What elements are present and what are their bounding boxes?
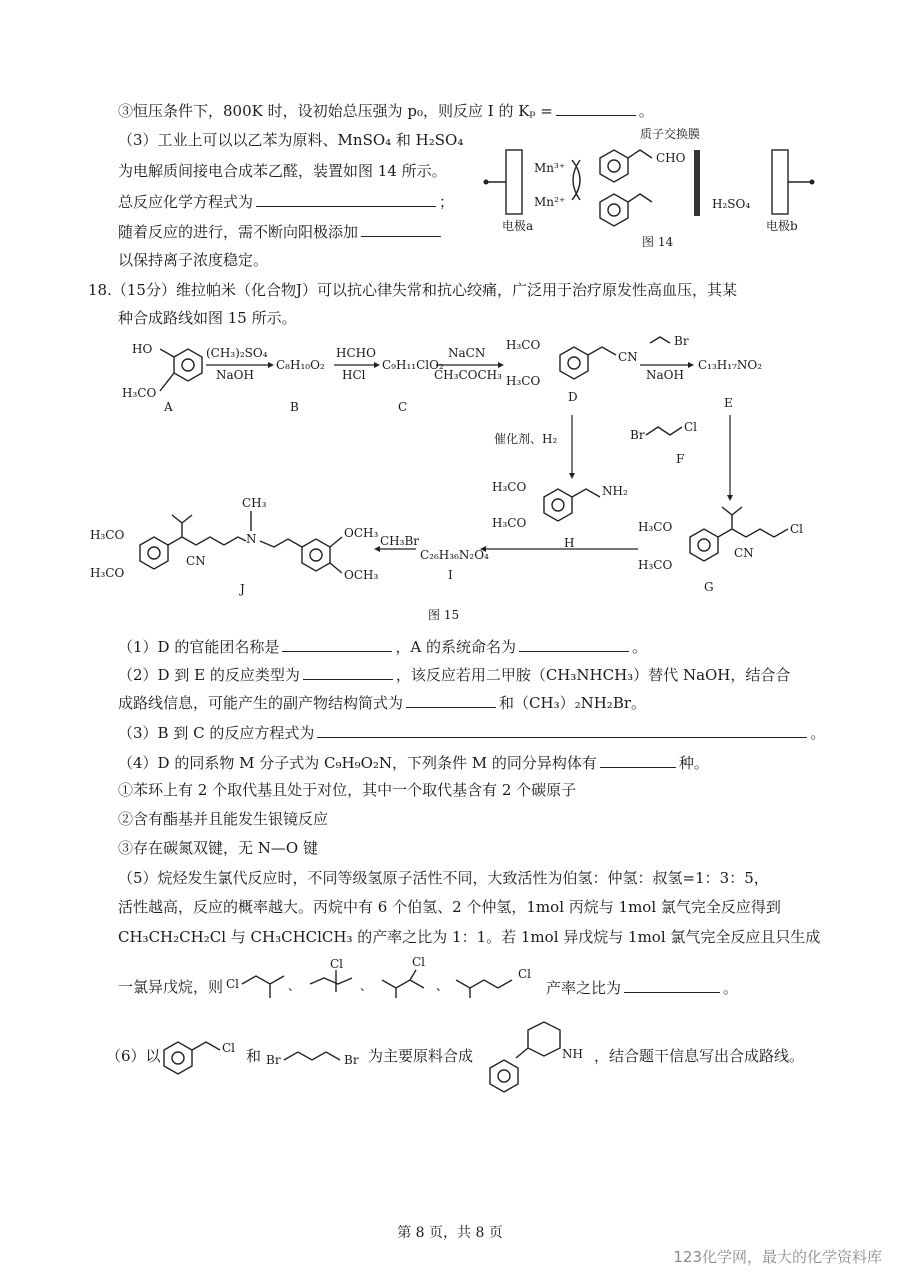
label-d: D xyxy=(568,390,578,404)
q18-s1-end: 。 xyxy=(631,638,647,656)
reagent-5: 催化剂、H₂ xyxy=(494,432,558,446)
sep-2: 、 xyxy=(360,979,373,993)
s-cl-4: Cl xyxy=(518,967,532,981)
benzyl-ring xyxy=(164,1042,192,1074)
ch2-bond xyxy=(628,150,652,158)
i-formula: C₂₆H₃₆N₂O₄ xyxy=(420,548,489,562)
q18-s6-middle: 为主要原料合成 xyxy=(368,1047,474,1065)
q18-s1-text: （1）D 的官能团名称是 xyxy=(118,638,280,656)
q18-s3-end: 。 xyxy=(810,724,826,742)
page-footer: 第 8 页，共 8 页 xyxy=(397,1225,503,1241)
q18-condition-1: ①苯环上有 2 个取代基且处于对位，其中一个取代基含有 2 个碳原子 xyxy=(118,781,577,799)
h-h3co-1: H₃CO xyxy=(492,480,527,494)
label-b: B xyxy=(290,400,299,414)
q18-s2-line2 xyxy=(118,692,646,713)
arrowhead-e-g xyxy=(727,495,733,501)
reagent-3-top: NaCN xyxy=(448,346,486,360)
benzyl-chloride xyxy=(160,1028,250,1078)
q18-s5-line4-end xyxy=(546,977,738,998)
ring-d-circle xyxy=(568,357,580,369)
q18-s2-c: 成路线信息，可能产生的副产物结构简式为 xyxy=(118,694,404,712)
s-cl-3: Cl xyxy=(412,955,426,969)
reagent-4-bot: NaOH xyxy=(646,368,684,382)
dbp-chain xyxy=(284,1052,340,1060)
j-och3-bond-1 xyxy=(330,537,342,547)
label-e: E xyxy=(724,396,733,410)
bond-a2 xyxy=(160,373,174,391)
q18-s2-b: ，该反应若用二甲胺（CH₃NHCH₃）替代 NaOH，结合合 xyxy=(395,666,791,684)
terminal-b xyxy=(810,180,815,185)
piperidine-ring xyxy=(528,1022,560,1056)
q18-condition-2: ②含有酯基并且能发生银镜反应 xyxy=(118,810,329,828)
dbp-br-2: Br xyxy=(344,1053,359,1067)
q18-intro-line1: 18.（15分）维拉帕米（化合物J）可以抗心律失常和抗心绞痛，广泛用于治疗原发性高血压，其某 xyxy=(88,281,737,299)
structure-2 xyxy=(310,970,352,992)
q17-s3-line3 xyxy=(118,191,454,212)
q18-s4-text: （4）D 的同系物 M 分子式为 C₉H₉O₂N，下列条件 M 的同分异构体有 xyxy=(118,754,597,772)
j-och3-bond-2 xyxy=(330,563,342,573)
answer-blank[interactable] xyxy=(556,100,636,116)
terminal-a xyxy=(484,180,489,185)
reagent-2-top: HCHO xyxy=(336,346,376,360)
d-chain xyxy=(588,347,616,355)
d-h3co-2: H₃CO xyxy=(506,374,541,388)
watermark: 123化学网，最大的化学资料库 xyxy=(673,1248,882,1266)
h-chain xyxy=(572,489,600,497)
e-formula: C₁₃H₁₇NO₂ xyxy=(698,358,763,372)
j-ch3: CH₃ xyxy=(242,496,267,510)
label-f: F xyxy=(676,452,685,466)
g-h3co-2: H₃CO xyxy=(638,558,673,572)
structure-3 xyxy=(382,970,424,998)
membrane-label: 质子交换膜 xyxy=(640,127,701,141)
h2so4-label: H₂SO₄ xyxy=(712,197,751,211)
ring-j2-circle xyxy=(310,549,322,561)
mn3-label: Mn³⁺ xyxy=(534,161,566,175)
electrode-a-label: 电极a xyxy=(502,219,534,233)
s-cl-1: Cl xyxy=(226,977,240,991)
a-h3co: H₃CO xyxy=(122,386,157,400)
q17-p3-line xyxy=(118,100,654,121)
benzyl-ring-circle xyxy=(172,1052,184,1064)
sep-1: 、 xyxy=(288,979,301,993)
b-formula: C₈H₁₀O₂ xyxy=(276,358,325,372)
g-h3co-1: H₃CO xyxy=(638,520,673,534)
aromatic-circle xyxy=(608,160,620,172)
q17-s3-line4-text: 随着反应的进行，需不断向阳极添加 xyxy=(118,223,359,241)
q18-s1-mid: ，A 的系统命名为 xyxy=(395,638,516,656)
arrowhead-d-h xyxy=(569,473,575,479)
j-h3co-2: H₃CO xyxy=(90,566,125,580)
j-chain-right xyxy=(260,539,302,547)
ring-g-circle xyxy=(698,539,710,551)
link-bond xyxy=(516,1048,528,1058)
sep-3: 、 xyxy=(436,979,449,993)
isopropyl-bromide xyxy=(650,337,670,343)
ring-h-circle xyxy=(552,499,564,511)
aromatic-circle-2 xyxy=(608,204,620,216)
mn2-label: Mn²⁺ xyxy=(534,195,566,209)
label-i: I xyxy=(448,568,453,582)
answer-blank[interactable] xyxy=(624,977,720,993)
reagent-2-bot: HCl xyxy=(342,368,366,382)
proton-membrane xyxy=(694,150,700,216)
q18-s2-line1 xyxy=(118,664,790,685)
benzene-ring-2 xyxy=(600,194,628,226)
d-cn: CN xyxy=(618,350,638,364)
f-chain xyxy=(646,427,682,435)
figure-15 xyxy=(90,335,810,625)
answer-blank[interactable] xyxy=(317,722,807,738)
reagent-1-bot: NaOH xyxy=(216,368,254,382)
answer-blank[interactable] xyxy=(361,221,441,237)
q18-condition-3: ③存在碳氮双键，无 N—O 键 xyxy=(118,839,318,857)
q18-s4 xyxy=(118,752,709,773)
q18-s2-a: （2）D 到 E 的反应类型为 xyxy=(118,666,300,684)
ring-h xyxy=(544,489,572,521)
benzyl-chain xyxy=(192,1042,220,1050)
g-chain xyxy=(718,507,788,537)
figure-14-caption: 图 14 xyxy=(642,235,674,249)
q17-s3-line5: 以保持离子浓度稳定。 xyxy=(118,251,269,269)
q18-intro-line2: 种合成路线如图 15 所示。 xyxy=(118,309,297,327)
q17-p3-text: ③恒压条件下，800K 时，设初始总压强为 p₀，则反应 Ⅰ 的 Kₚ = xyxy=(118,102,553,120)
ring-j2 xyxy=(302,539,330,571)
f-cl: Cl xyxy=(684,420,698,434)
ring-j1-circle xyxy=(148,547,160,559)
j-h3co-1: H₃CO xyxy=(90,528,125,542)
ring-a xyxy=(174,349,202,381)
label-a: A xyxy=(164,400,173,414)
reagent-3-bot: CH₃COCH₃ xyxy=(434,368,502,382)
answer-blank[interactable] xyxy=(600,752,676,768)
reagent-6: CH₃Br xyxy=(380,534,420,548)
ring-a-circle xyxy=(182,359,194,371)
q18-s5-line2: 活性越高，反应的概率越大。丙烷中有 6 个伯氢、2 个仲氢，1mol 丙烷与 1mol 氯气完全反应得到 xyxy=(118,898,781,916)
q18-s3-text: （3）B 到 C 的反应方程式为 xyxy=(118,724,315,742)
answer-blank[interactable] xyxy=(282,636,392,652)
h-h3co-2: H₃CO xyxy=(492,516,527,530)
q17-p3-end: 。 xyxy=(638,102,654,120)
arrowhead-b-c xyxy=(374,362,380,368)
s-cl-2: Cl xyxy=(330,957,344,971)
structure-1 xyxy=(242,976,284,998)
q18-s4-end: 种。 xyxy=(678,754,709,772)
arrowhead-a-b xyxy=(268,362,274,368)
phenyl-ring-circle xyxy=(498,1070,510,1082)
g-cl: Cl xyxy=(790,522,804,536)
answer-blank[interactable] xyxy=(303,664,393,680)
answer-blank[interactable] xyxy=(256,191,436,207)
a-ho: HO xyxy=(132,342,153,356)
bond-a1 xyxy=(160,349,174,357)
label-c: C xyxy=(398,400,408,414)
q18-s1 xyxy=(118,636,647,657)
ring-g xyxy=(690,529,718,561)
phenylpiperidine xyxy=(486,1016,596,1096)
reagent-1-top: (CH₃)₂SO₄ xyxy=(206,346,268,360)
q18-s5-end: 。 xyxy=(723,979,739,997)
q18-s5-line1: （5）烷烃发生氯代反应时，不同等级氢原子活性不同，大致活性为伯氢：仲氢：叔氢=1：3：5， xyxy=(118,869,769,887)
q17-s3-line3-text: 总反应化学方程式为 xyxy=(118,193,254,211)
q17-s3-line3-end: ； xyxy=(439,193,455,211)
e-reagent-br: Br xyxy=(674,334,689,348)
benzyl-cl: Cl xyxy=(222,1041,236,1055)
label-h: H xyxy=(564,536,575,550)
ring-d xyxy=(560,347,588,379)
j-cn: CN xyxy=(186,554,206,568)
cycle-arrow-2 xyxy=(573,160,580,200)
j-och3-1: OCH₃ xyxy=(344,526,379,540)
answer-blank[interactable] xyxy=(519,636,629,652)
cho-label: CHO xyxy=(656,151,686,165)
q17-s3-line4 xyxy=(118,221,444,242)
j-n: N xyxy=(246,532,257,546)
j-och3-2: OCH₃ xyxy=(344,568,379,582)
q18-s6-start: （6）以 xyxy=(106,1047,161,1065)
j-chain-left xyxy=(168,515,246,545)
phenyl-ring xyxy=(490,1060,518,1092)
g-cn: CN xyxy=(734,546,754,560)
benzene-ring xyxy=(600,150,628,182)
structure-4 xyxy=(456,980,512,998)
d-h3co-1: H₃CO xyxy=(506,338,541,352)
q17-s3-line2: 为电解质间接电合成苯乙醛，装置如图 14 所示。 xyxy=(118,162,447,180)
figure-14 xyxy=(480,120,840,260)
q17-s3-line1: （3）工业上可以以乙苯为原料、MnSO₄ 和 H₂SO₄ xyxy=(118,131,464,149)
label-j: J xyxy=(240,582,245,596)
q18-s5-line3: CH₃CH₂CH₂Cl 与 CH₃CHClCH₃ 的产率之比为 1：1。若 1mol 异戊烷与 1mol 氯气完全反应且只生成 xyxy=(118,928,821,946)
piperidine-nh: NH xyxy=(562,1047,583,1061)
q18-s5-line4-start: 一氯异戊烷，则 xyxy=(118,978,224,996)
q18-s5-line4-text: 产率之比为 xyxy=(546,979,622,997)
c-formula: C₉H₁₁ClO₂ xyxy=(382,358,444,372)
figure-15-caption: 图 15 xyxy=(428,608,460,622)
electrode-b xyxy=(772,150,788,214)
q18-s6-end: ，结合题干信息写出合成路线。 xyxy=(594,1047,805,1065)
q18-s6-and: 和 xyxy=(246,1047,262,1065)
arrowhead-d-e xyxy=(688,362,694,368)
dbp-br-1: Br xyxy=(266,1053,281,1067)
h-nh2: NH₂ xyxy=(602,484,628,498)
answer-blank[interactable] xyxy=(406,692,496,708)
q18-s3 xyxy=(118,722,825,743)
ring-j1 xyxy=(140,537,168,569)
chloroisopentane-structures xyxy=(226,952,566,1002)
f-br: Br xyxy=(630,428,645,442)
electrode-a xyxy=(506,150,522,214)
ethyl-bond xyxy=(628,194,652,202)
label-g: G xyxy=(704,580,714,594)
q18-s2-d: 和（CH₃）₂NH₂Br。 xyxy=(499,694,647,712)
dibromopropane xyxy=(266,1036,366,1076)
electrode-b-label: 电极b xyxy=(766,219,798,233)
